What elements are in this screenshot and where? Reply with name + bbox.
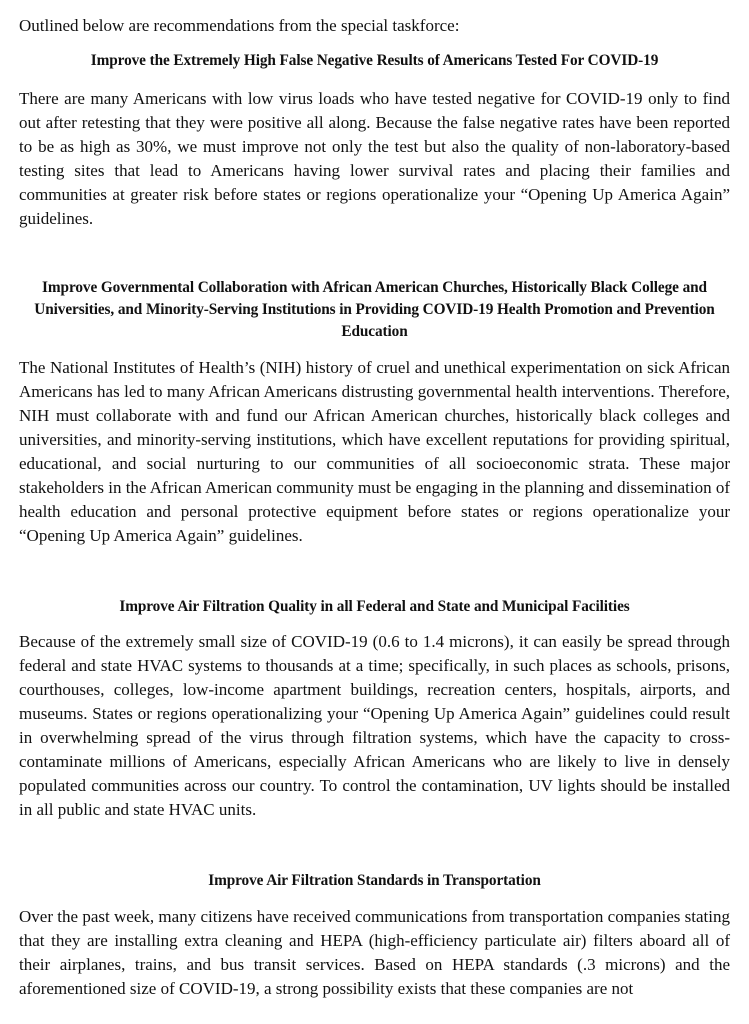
section-body-false-negatives: There are many Americans with low virus loads who have tested negative for COVID-19 only to find out after retesting that they were positive all along. Because the false negative rates have been reported to be as high as 30%, we must improve not only the test but also the quality of non-laboratory-based testing sites that lead to Americans having lower survival rates and placing their families and communities at greater risk before states or regions operationalize your “Opening Up America Again” guidelines. <box>19 89 730 228</box>
section-body-transportation-filtration: Over the past week, many citizens have received communications from transportation companies stating that they are installing extra cleaning and HEPA (high-efficiency particulate air) filters aboard all of their airplanes, trains, and bus transit services. Based on HEPA standards (.3 microns) and the aforementioned size of COVID-19, a strong possibility exists that these companies are not <box>19 907 730 998</box>
section-heading-collaboration: Improve Governmental Collaboration with African American Churches, Historically Black College and Universities, and Minority-Serving Institutions in Providing COVID-19 Health Promotion and Prevention Education <box>34 279 715 340</box>
section-heading-false-negatives: Improve the Extremely High False Negative Results of Americans Tested For COVID-19 <box>90 52 659 69</box>
section-heading-facilities-filtration: Improve Air Filtration Quality in all Federal and State and Municipal Facilities <box>119 598 630 615</box>
section-body-facilities-filtration: Because of the extremely small size of COVID-19 (0.6 to 1.4 microns), it can easily be spread through federal and state HVAC systems to thousands at a time; specifically, in such places as schools, prisons, courthouses, colleges, low-income apartment buildings, recreation centers, hospitals, airports, and museums. States or regions operationalizing your “Opening Up America Again” guidelines could result in overwhelming spread of the virus through filtration systems, which have the capacity to cross-contaminate millions of Americans, especially African Americans who are likely to live in densely populated communities across our country. To control the contamination, UV lights should be installed in all public and state HVAC units. <box>19 632 730 819</box>
section-heading-transportation-filtration: Improve Air Filtration Standards in Transportation <box>208 872 541 889</box>
section-body-collaboration: The National Institutes of Health’s (NIH) history of cruel and unethical experimentation on sick African Americans has led to many African Americans distrusting governmental health interventions. Therefore, NIH must collaborate with and fund our African American churches, historically black colleges and universities, and minority-serving institutions, which have excellent reputations for providing spiritual, educational, and social nurturing to our communities of all socioeconomic strata. These major stakeholders in the African American community must be engaging in the planning and dissemination of health education and personal protective equipment before states or regions operationalize your “Opening Up America Again” guidelines. <box>19 358 731 545</box>
intro-text: Outlined below are recommendations from the special taskforce: <box>19 16 460 35</box>
